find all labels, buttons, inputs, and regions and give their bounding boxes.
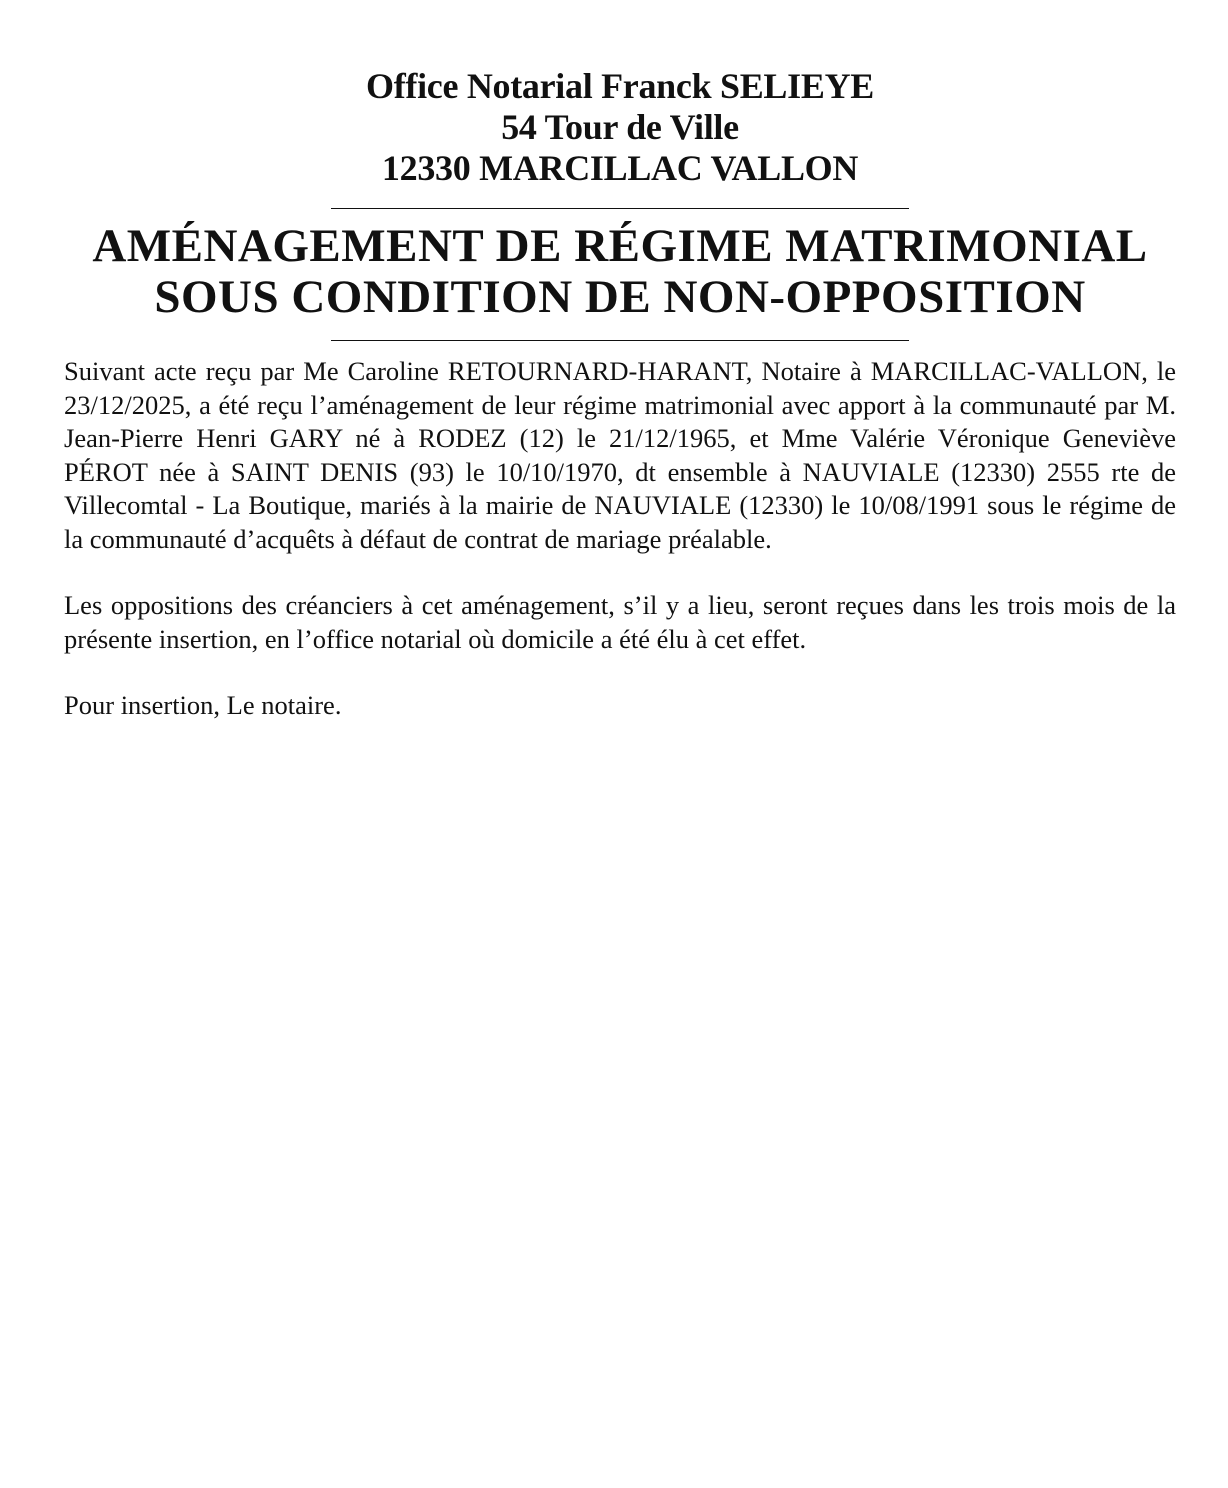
office-name: Office Notarial Franck SELIEYE (366, 66, 874, 106)
bottom-divider (331, 340, 909, 341)
office-header (64, 66, 1176, 189)
top-divider (331, 208, 909, 209)
notice-title-line-1: AMÉNAGEMENT DE RÉGIME MATRIMONIAL (92, 220, 1148, 272)
office-address: 54 Tour de Ville (501, 107, 739, 147)
notice-title-line-2: SOUS CONDITION DE NON-OPPOSITION (154, 271, 1086, 323)
office-city: 12330 MARCILLAC VALLON (381, 148, 859, 188)
notice-body (64, 355, 1176, 723)
notice-closing: Pour insertion, Le notaire. (64, 690, 342, 720)
notice-paragraph-2: Les oppositions des créanciers à cet aménagement, s’il y a lieu, seront reçues dans les trois mois de la présente insertion, en l’office notarial où domicile a été élu à cet effet. (64, 590, 1176, 654)
notice-paragraph-1: Suivant acte reçu par Me Caroline RETOURNARD-HARANT, Notaire à MARCILLAC-VALLON, le 23/12/2025, a été reçu l’aménagement de leur régime matrimonial avec apport à la communauté par M. Jean-Pierre Henri GARY né à RODEZ (12) le 21/12/1965, et Mme Valérie Véronique Geneviève PÉROT née à SAINT DENIS (93) le 10/10/1970, dt ensemble à NAUVIALE (12330) 2555 rte de Villecomtal - La Boutique, mariés à la mairie de NAUVIALE (12330) le 10/08/1991 sous le régime de la communauté d’acquêts à défaut de contrat de mariage préalable. (64, 356, 1176, 554)
notice-title (64, 221, 1176, 323)
